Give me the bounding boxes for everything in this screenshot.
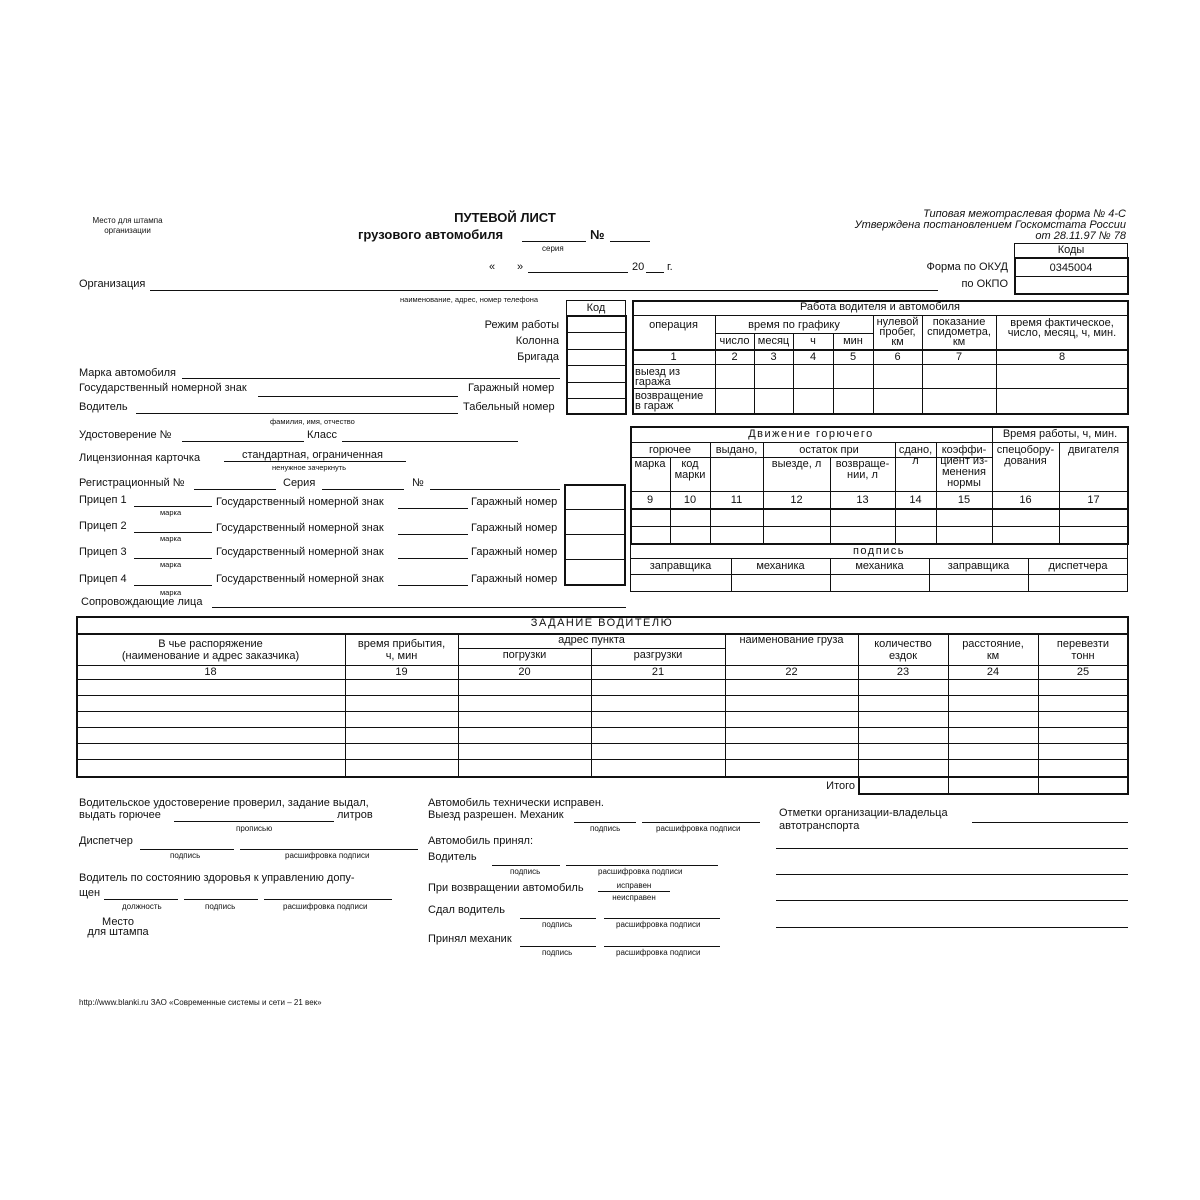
class-field[interactable] bbox=[342, 441, 518, 442]
column-label: Колонна bbox=[515, 335, 559, 347]
exit-row-label: выезд из гаража bbox=[635, 366, 681, 388]
sig-col-dispatcher: диспетчера bbox=[1048, 560, 1108, 572]
col-num: 22 bbox=[785, 666, 798, 678]
trailer-4-plate-field[interactable] bbox=[398, 585, 468, 586]
zero-run-header: нулевой пробег, км bbox=[876, 316, 919, 348]
driver-signature-field[interactable] bbox=[492, 865, 560, 866]
sig-col-refueler: заправщика bbox=[649, 560, 712, 572]
task-table-title: ЗАДАНИЕ ВОДИТЕЛЮ bbox=[530, 617, 674, 629]
odometer-header: показание спидометра, км bbox=[927, 316, 991, 348]
organization-field[interactable] bbox=[150, 290, 938, 291]
year-suffix: г. bbox=[667, 261, 673, 273]
owner-marks-line-2[interactable] bbox=[776, 848, 1128, 849]
col-num: 23 bbox=[896, 666, 910, 678]
tech-ok-text: Автомобиль технически исправен. bbox=[428, 797, 604, 809]
health-text: Водитель по состоянию здоровья к управлению допу- bbox=[79, 872, 355, 884]
signature-caption: подпись bbox=[542, 920, 573, 929]
license-label: Удостоверение № bbox=[79, 429, 172, 441]
issue-fuel-label: выдать горючее bbox=[79, 809, 161, 821]
escort-field[interactable] bbox=[212, 607, 626, 608]
col-num: 25 bbox=[1076, 666, 1090, 678]
tons-header: перевезти тонн bbox=[1056, 638, 1110, 662]
stamp-place-label: Место для штампа организации bbox=[92, 216, 163, 235]
code-header: Код bbox=[586, 302, 606, 314]
tab-no-label: Табельный номер bbox=[463, 401, 555, 413]
signature-header: подпись bbox=[852, 545, 906, 557]
trailer-3-brand-field[interactable] bbox=[134, 558, 212, 559]
distance-header: расстояние, км bbox=[962, 638, 1024, 662]
brand-caption: марка bbox=[160, 534, 182, 543]
total-label: Итого bbox=[826, 780, 855, 792]
operation-header: операция bbox=[649, 319, 698, 331]
fio-caption: фамилия, имя, отчество bbox=[270, 417, 355, 426]
position-caption: должность bbox=[122, 902, 162, 911]
owner-marks-line-3[interactable] bbox=[776, 874, 1128, 875]
trailer-4-label: Прицеп 4 bbox=[79, 573, 127, 585]
form-type: Типовая межотраслевая форма № 4-С bbox=[923, 208, 1126, 220]
trailer-garage-label: Гаражный номер bbox=[471, 573, 558, 585]
day-header: число bbox=[719, 335, 750, 347]
health-decoding-field[interactable] bbox=[264, 899, 392, 900]
work-table-title: Работа водителя и автомобиля bbox=[799, 301, 961, 313]
exit-allowed-label: Выезд разрешен. Механик bbox=[428, 809, 564, 821]
signature-caption: подпись bbox=[542, 948, 573, 957]
col-num: 18 bbox=[204, 666, 217, 678]
engine-header: двигателя bbox=[1067, 444, 1120, 456]
plate-label: Государственный номерной знак bbox=[79, 382, 247, 394]
fuel-table-title: Движение горючего bbox=[748, 428, 874, 440]
decoding-caption: расшифровка подписи bbox=[283, 902, 368, 911]
organization-label: Организация bbox=[79, 278, 146, 290]
brand-field[interactable] bbox=[182, 378, 560, 379]
trailer-1-brand-field[interactable] bbox=[134, 506, 212, 507]
col-num: 8 bbox=[1058, 351, 1066, 363]
handed-decoding-field[interactable] bbox=[604, 918, 720, 919]
signature-caption: подпись bbox=[170, 851, 201, 860]
strike-caption: ненужное зачеркнуть bbox=[272, 463, 347, 472]
col-num: 17 bbox=[1087, 494, 1100, 506]
fuel-header: горючее bbox=[649, 444, 691, 456]
reg-no-label: Регистрационный № bbox=[79, 477, 185, 489]
signature-caption: подпись bbox=[205, 902, 236, 911]
trailer-plate-label: Государственный номерной знак bbox=[216, 573, 384, 585]
number-sign: № bbox=[590, 227, 605, 242]
col-num: 3 bbox=[770, 351, 777, 363]
cargo-header: наименование груза bbox=[739, 634, 844, 646]
signature-caption: подпись bbox=[590, 824, 621, 833]
col-num: 13 bbox=[856, 494, 869, 506]
col-num: 5 bbox=[849, 351, 857, 363]
series-label: Серия bbox=[283, 477, 316, 489]
escort-label: Сопровождающие лица bbox=[81, 596, 203, 608]
class-label: Класс bbox=[307, 429, 337, 441]
in-words-caption: прописью bbox=[236, 824, 273, 833]
series-field[interactable] bbox=[322, 489, 404, 490]
owner-marks-label: Отметки организации-владельца bbox=[779, 807, 948, 819]
trailer-garage-label: Гаражный номер bbox=[471, 496, 558, 508]
trailer-garage-label: Гаражный номер bbox=[471, 522, 558, 534]
brigade-label: Бригада bbox=[517, 351, 559, 363]
organization-caption: наименование, адрес, номер телефона bbox=[400, 295, 539, 304]
col-num: 24 bbox=[986, 666, 1000, 678]
date-open-quote: « bbox=[489, 261, 496, 273]
health-position-field[interactable] bbox=[104, 899, 178, 900]
license-card-value: стандартная, ограниченная bbox=[242, 449, 383, 461]
on-return-label: При возвращении автомобиль bbox=[428, 882, 584, 894]
hour-header: ч bbox=[810, 335, 816, 347]
page-title: ПУТЕВОЙ ЛИСТ bbox=[454, 210, 556, 225]
handed-header: сдано, л bbox=[898, 444, 933, 467]
received-signature-field[interactable] bbox=[520, 946, 596, 947]
owner-marks-line-5[interactable] bbox=[776, 927, 1128, 928]
trailer-2-label: Прицеп 2 bbox=[79, 520, 127, 532]
decoding-caption: расшифровка подписи bbox=[598, 867, 683, 876]
approval-date: от 28.11.97 № 78 bbox=[1035, 230, 1126, 242]
sig-col-mechanic: механика bbox=[855, 560, 904, 572]
health-text-end: щен bbox=[79, 887, 101, 899]
trailer-plate-label: Государственный номерной знак bbox=[216, 522, 384, 534]
plate-field[interactable] bbox=[258, 396, 458, 397]
schedule-header: время по графику bbox=[748, 319, 840, 331]
trips-header: количество ездок bbox=[874, 638, 932, 662]
mechanic-signature-field[interactable] bbox=[574, 822, 636, 823]
driver-decoding-field[interactable] bbox=[566, 865, 718, 866]
dispatcher-signature-field[interactable] bbox=[140, 849, 234, 850]
col-num: 6 bbox=[894, 351, 901, 363]
col-num: 9 bbox=[646, 494, 654, 506]
okud-label: Форма по ОКУД bbox=[926, 261, 1008, 273]
fuel-amount-field[interactable] bbox=[174, 821, 334, 822]
dispatcher-label: Диспетчер bbox=[79, 835, 133, 847]
trailer-garage-label: Гаражный номер bbox=[471, 546, 558, 558]
liters-label: литров bbox=[337, 809, 373, 821]
trailer-plate-label: Государственный номерной знак bbox=[216, 496, 384, 508]
license-card-label: Лицензионная карточка bbox=[79, 452, 201, 464]
stamp-place-bottom: Место для штампа bbox=[87, 916, 149, 938]
brand-caption: марка bbox=[160, 560, 182, 569]
license-card-field[interactable] bbox=[224, 461, 406, 462]
accepted-label: Автомобиль принял: bbox=[428, 835, 534, 847]
trailer-2-plate-field[interactable] bbox=[398, 534, 468, 535]
rest-at-header: остаток при bbox=[799, 444, 859, 456]
work-time-header: Время работы, ч, мин. bbox=[1002, 428, 1118, 440]
driver-label: Водитель bbox=[79, 401, 128, 413]
footer-credit: http://www.blanki.ru ЗАО «Современные системы и сети – 21 век» bbox=[79, 998, 322, 1007]
col-num: 21 bbox=[651, 666, 665, 678]
handed-signature-field[interactable] bbox=[520, 918, 596, 919]
page-subtitle: грузового автомобиля bbox=[358, 227, 504, 242]
trailer-1-label: Прицеп 1 bbox=[79, 494, 127, 506]
arrival-header: время прибытия, ч, мин bbox=[357, 638, 446, 662]
trailer-plate-label: Государственный номерной знак bbox=[216, 546, 384, 558]
signature-caption: подпись bbox=[510, 867, 541, 876]
col-num: 16 bbox=[1019, 494, 1032, 506]
col-num: 7 bbox=[955, 351, 963, 363]
decoding-caption: расшифровка подписи bbox=[616, 920, 701, 929]
okpo-label: по ОКПО bbox=[961, 278, 1008, 290]
coef-header: коэффи- циент из- менения нормы bbox=[940, 444, 988, 489]
trailer-code-box bbox=[564, 484, 626, 586]
approval-note: Утверждена постановлением Госкомстата России bbox=[854, 219, 1126, 231]
decoding-caption: расшифровка подписи bbox=[656, 824, 741, 833]
license-field[interactable] bbox=[182, 441, 304, 442]
work-mode-label: Режим работы bbox=[484, 319, 559, 331]
month-header: месяц bbox=[757, 335, 790, 347]
reg-number-sign: № bbox=[412, 477, 424, 489]
actual-time-header: время фактическое, число, месяц, ч, мин. bbox=[1007, 317, 1117, 339]
issued-header: выдано, bbox=[715, 444, 758, 456]
date-close-quote: » bbox=[517, 261, 524, 273]
customer-header: В чье распоряжение (наименование и адрес заказчика) bbox=[121, 638, 300, 662]
col-num: 10 bbox=[683, 494, 697, 506]
col-num: 20 bbox=[518, 666, 531, 678]
driver-field[interactable] bbox=[136, 413, 458, 414]
condition-options[interactable]: исправен неисправен bbox=[598, 880, 670, 903]
series-caption: серия bbox=[542, 244, 564, 253]
brand-label: Марка автомобиля bbox=[79, 367, 177, 379]
sig-col-refueler: заправщика bbox=[947, 560, 1010, 572]
address-header: адрес пункта bbox=[558, 634, 625, 646]
brand-caption: марка bbox=[160, 508, 182, 517]
col-num: 11 bbox=[730, 494, 743, 506]
checked-text: Водительское удостоверение проверил, задание выдал, bbox=[79, 797, 369, 809]
dispatcher-decoding-field[interactable] bbox=[240, 849, 418, 850]
codes-label: Коды bbox=[1057, 244, 1085, 256]
special-header: спецобору- дования bbox=[996, 444, 1055, 467]
col-num: 2 bbox=[731, 351, 738, 363]
trailer-3-plate-field[interactable] bbox=[398, 558, 468, 559]
reg-no-field[interactable] bbox=[194, 489, 276, 490]
col-num: 4 bbox=[809, 351, 817, 363]
owner-marks-label-2: автотранспорта bbox=[779, 820, 860, 832]
col-num: 12 bbox=[790, 494, 803, 506]
return-row-label: возвращение в гараж bbox=[635, 390, 704, 412]
decoding-caption: расшифровка подписи bbox=[285, 851, 370, 860]
year-prefix: 20 bbox=[632, 261, 645, 273]
okud-value: 0345004 bbox=[1049, 262, 1093, 274]
trailer-2-brand-field[interactable] bbox=[134, 532, 212, 533]
handed-driver-label: Сдал водитель bbox=[428, 904, 505, 916]
rest-return-header: возвраще- нии, л bbox=[835, 458, 890, 481]
fuel-brand-header: марка bbox=[634, 458, 666, 470]
received-mechanic-label: Принял механик bbox=[428, 933, 512, 945]
owner-marks-line-1[interactable] bbox=[972, 822, 1128, 823]
trailer-3-label: Прицеп 3 bbox=[79, 546, 127, 558]
mechanic-decoding-field[interactable] bbox=[642, 822, 760, 823]
sig-col-mechanic: механика bbox=[756, 560, 805, 572]
brand-caption: марка bbox=[160, 588, 182, 597]
year-field[interactable] bbox=[646, 272, 664, 273]
col-num: 15 bbox=[957, 494, 971, 506]
received-decoding-field[interactable] bbox=[604, 946, 720, 947]
date-field[interactable] bbox=[528, 272, 628, 273]
fuel-code-header: код марки bbox=[674, 458, 706, 481]
decoding-caption: расшифровка подписи bbox=[616, 948, 701, 957]
health-signature-field[interactable] bbox=[184, 899, 258, 900]
col-num: 1 bbox=[670, 351, 677, 363]
loading-header: погрузки bbox=[502, 649, 547, 661]
min-header: мин bbox=[843, 335, 863, 347]
trailer-1-plate-field[interactable] bbox=[398, 508, 468, 509]
unloading-header: разгрузки bbox=[633, 649, 683, 661]
number-field[interactable] bbox=[610, 241, 650, 242]
col-num: 14 bbox=[909, 494, 922, 506]
accepted-driver-label: Водитель bbox=[428, 851, 477, 863]
reg-number-field[interactable] bbox=[430, 489, 560, 490]
owner-marks-line-4[interactable] bbox=[776, 900, 1128, 901]
trailer-4-brand-field[interactable] bbox=[134, 585, 212, 586]
col-num: 19 bbox=[395, 666, 408, 678]
garage-no-label: Гаражный номер bbox=[468, 382, 555, 394]
rest-exit-header: выезде, л bbox=[771, 458, 822, 470]
